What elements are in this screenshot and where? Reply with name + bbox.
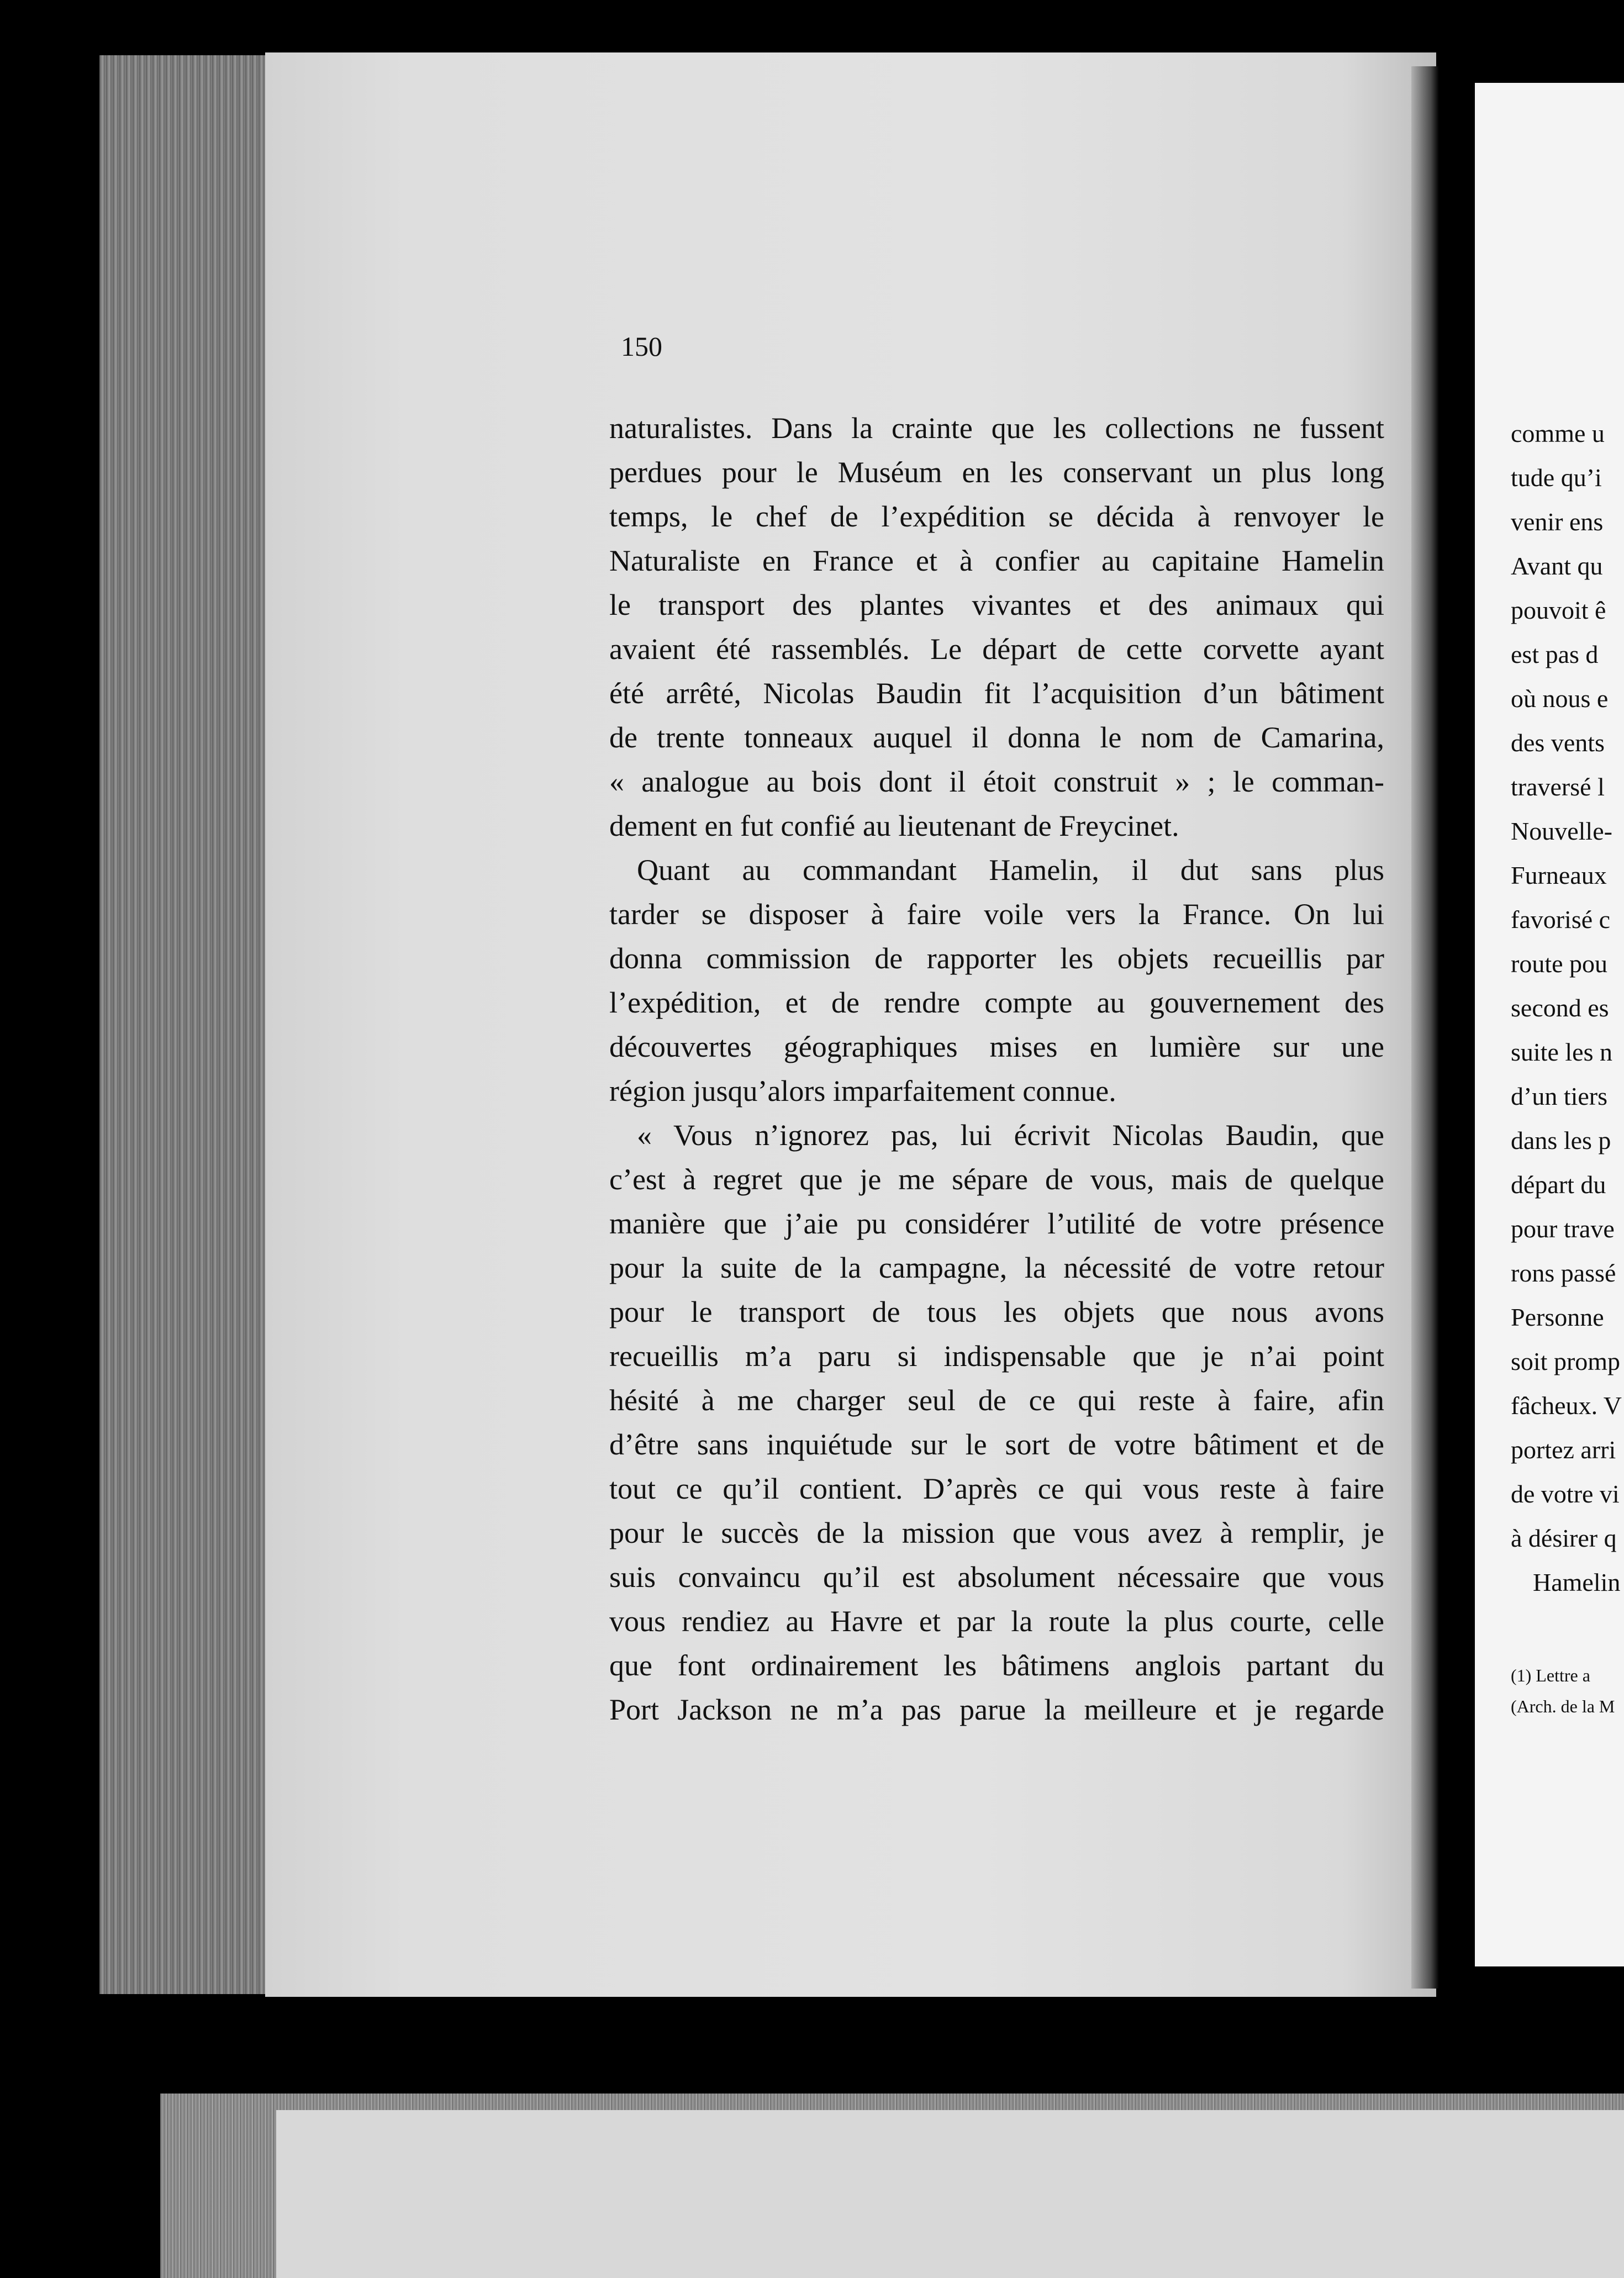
text-line: découvertes géographiques mises en lumière sur une bbox=[609, 1030, 1384, 1063]
text-line: de votre vi bbox=[1511, 1480, 1620, 1508]
text-line: comme u bbox=[1511, 419, 1605, 447]
text-line: naturalistes. Dans la crainte que les collections ne fussent bbox=[609, 412, 1384, 445]
text-line: temps, le chef de l’expédition se décida à renvoyer le bbox=[609, 500, 1384, 533]
text-line: Furneaux bbox=[1511, 861, 1607, 889]
footnote-line: (1) Lettre a bbox=[1511, 1665, 1590, 1685]
text-line: départ du bbox=[1511, 1170, 1606, 1199]
text-line: traversé l bbox=[1511, 773, 1605, 801]
text-line: soit promp bbox=[1511, 1347, 1621, 1375]
text-line: favorisé c bbox=[1511, 905, 1611, 934]
page-edge-stack bbox=[99, 55, 282, 1994]
text-line: vous rendiez au Havre et par la route la plus courte, celle bbox=[609, 1605, 1384, 1638]
text-line: hésité à me charger seul de ce qui reste à faire, afin bbox=[609, 1384, 1384, 1417]
text-line: donna commission de rapporter les objets recueillis par bbox=[609, 942, 1384, 975]
text-line: région jusqu’alors imparfaitement connue. bbox=[609, 1074, 1116, 1108]
next-page-edge bbox=[276, 2110, 1624, 2278]
text-line: est pas d bbox=[1511, 640, 1599, 668]
right-page-footnotes bbox=[1511, 1660, 1624, 1722]
text-line: pouvoit ê bbox=[1511, 596, 1606, 624]
book-gutter bbox=[1411, 66, 1439, 1989]
text-line: Personne bbox=[1511, 1303, 1604, 1331]
text-line: manière que j’aie pu considérer l’utilité de votre présence bbox=[609, 1207, 1384, 1240]
right-page-text bbox=[1511, 412, 1624, 1605]
text-line: recueillis m’a paru si indispensable que je n’ai point bbox=[609, 1340, 1384, 1373]
text-line: « Vous n’ignorez pas, lui écrivit Nicolas Baudin, que bbox=[637, 1119, 1384, 1152]
text-line: Avant qu bbox=[1511, 552, 1603, 580]
text-line: suis convaincu qu’il est absolument nécessaire que vous bbox=[609, 1560, 1384, 1594]
text-line: venir ens bbox=[1511, 508, 1604, 536]
text-line: perdues pour le Muséum en les conservant un plus long bbox=[609, 456, 1384, 489]
text-line: d’un tiers bbox=[1511, 1082, 1608, 1110]
text-line: d’être sans inquiétude sur le sort de votre bâtiment et de bbox=[609, 1428, 1384, 1461]
text-line: été arrêté, Nicolas Baudin fit l’acquisition d’un bâtiment bbox=[609, 677, 1384, 710]
text-line: fâcheux. V bbox=[1511, 1391, 1622, 1420]
text-line: tout ce qu’il contient. D’après ce qui vous reste à faire bbox=[609, 1472, 1384, 1505]
text-line: avaient été rassemblés. Le départ de cette corvette ayant bbox=[609, 632, 1384, 666]
text-line: portez arri bbox=[1511, 1436, 1616, 1464]
text-line: pour la suite de la campagne, la nécessité de votre retour bbox=[609, 1251, 1384, 1284]
text-line: dement en fut confié au lieutenant de Freycinet. bbox=[609, 809, 1179, 842]
text-line: Naturaliste en France et à confier au capitaine Hamelin bbox=[609, 544, 1384, 577]
text-line: où nous e bbox=[1511, 684, 1609, 713]
text-line: « analogue au bois dont il étoit construit » ; le comman- bbox=[609, 765, 1384, 798]
text-line: des vents bbox=[1511, 729, 1605, 757]
text-line: Hamelin bbox=[1533, 1568, 1621, 1596]
text-line: pour le succès de la mission que vous avez à remplir, je bbox=[609, 1516, 1384, 1549]
text-line: c’est à regret que je me sépare de vous, mais de quelque bbox=[609, 1163, 1384, 1196]
text-line: dans les p bbox=[1511, 1126, 1611, 1154]
text-line: pour le transport de tous les objets que nous avons bbox=[609, 1295, 1384, 1328]
text-line: tude qu’i bbox=[1511, 463, 1602, 492]
text-line: à désirer q bbox=[1511, 1524, 1617, 1552]
text-line: pour trave bbox=[1511, 1215, 1615, 1243]
text-line: route pou bbox=[1511, 950, 1608, 978]
text-line: le transport des plantes vivantes et des animaux qui bbox=[609, 588, 1384, 621]
text-line: Port Jackson ne m’a pas parue la meilleure et je regarde bbox=[609, 1693, 1384, 1726]
text-line: de trente tonneaux auquel il donna le nom de Camarina, bbox=[609, 721, 1384, 754]
text-line: Quant au commandant Hamelin, il dut sans plus bbox=[637, 853, 1384, 887]
footnote-line: (Arch. de la M bbox=[1511, 1696, 1615, 1716]
text-line: l’expédition, et de rendre compte au gouvernement des bbox=[609, 986, 1384, 1019]
page-number: 150 bbox=[621, 331, 662, 362]
text-line: suite les n bbox=[1511, 1038, 1612, 1066]
text-line: que font ordinairement les bâtimens anglois partant du bbox=[609, 1649, 1384, 1682]
text-line: second es bbox=[1511, 994, 1609, 1022]
left-page-text bbox=[609, 406, 1384, 1732]
text-line: Nouvelle- bbox=[1511, 817, 1612, 845]
text-line: rons passé bbox=[1511, 1259, 1616, 1287]
text-line: tarder se disposer à faire voile vers la France. On lui bbox=[609, 898, 1384, 931]
